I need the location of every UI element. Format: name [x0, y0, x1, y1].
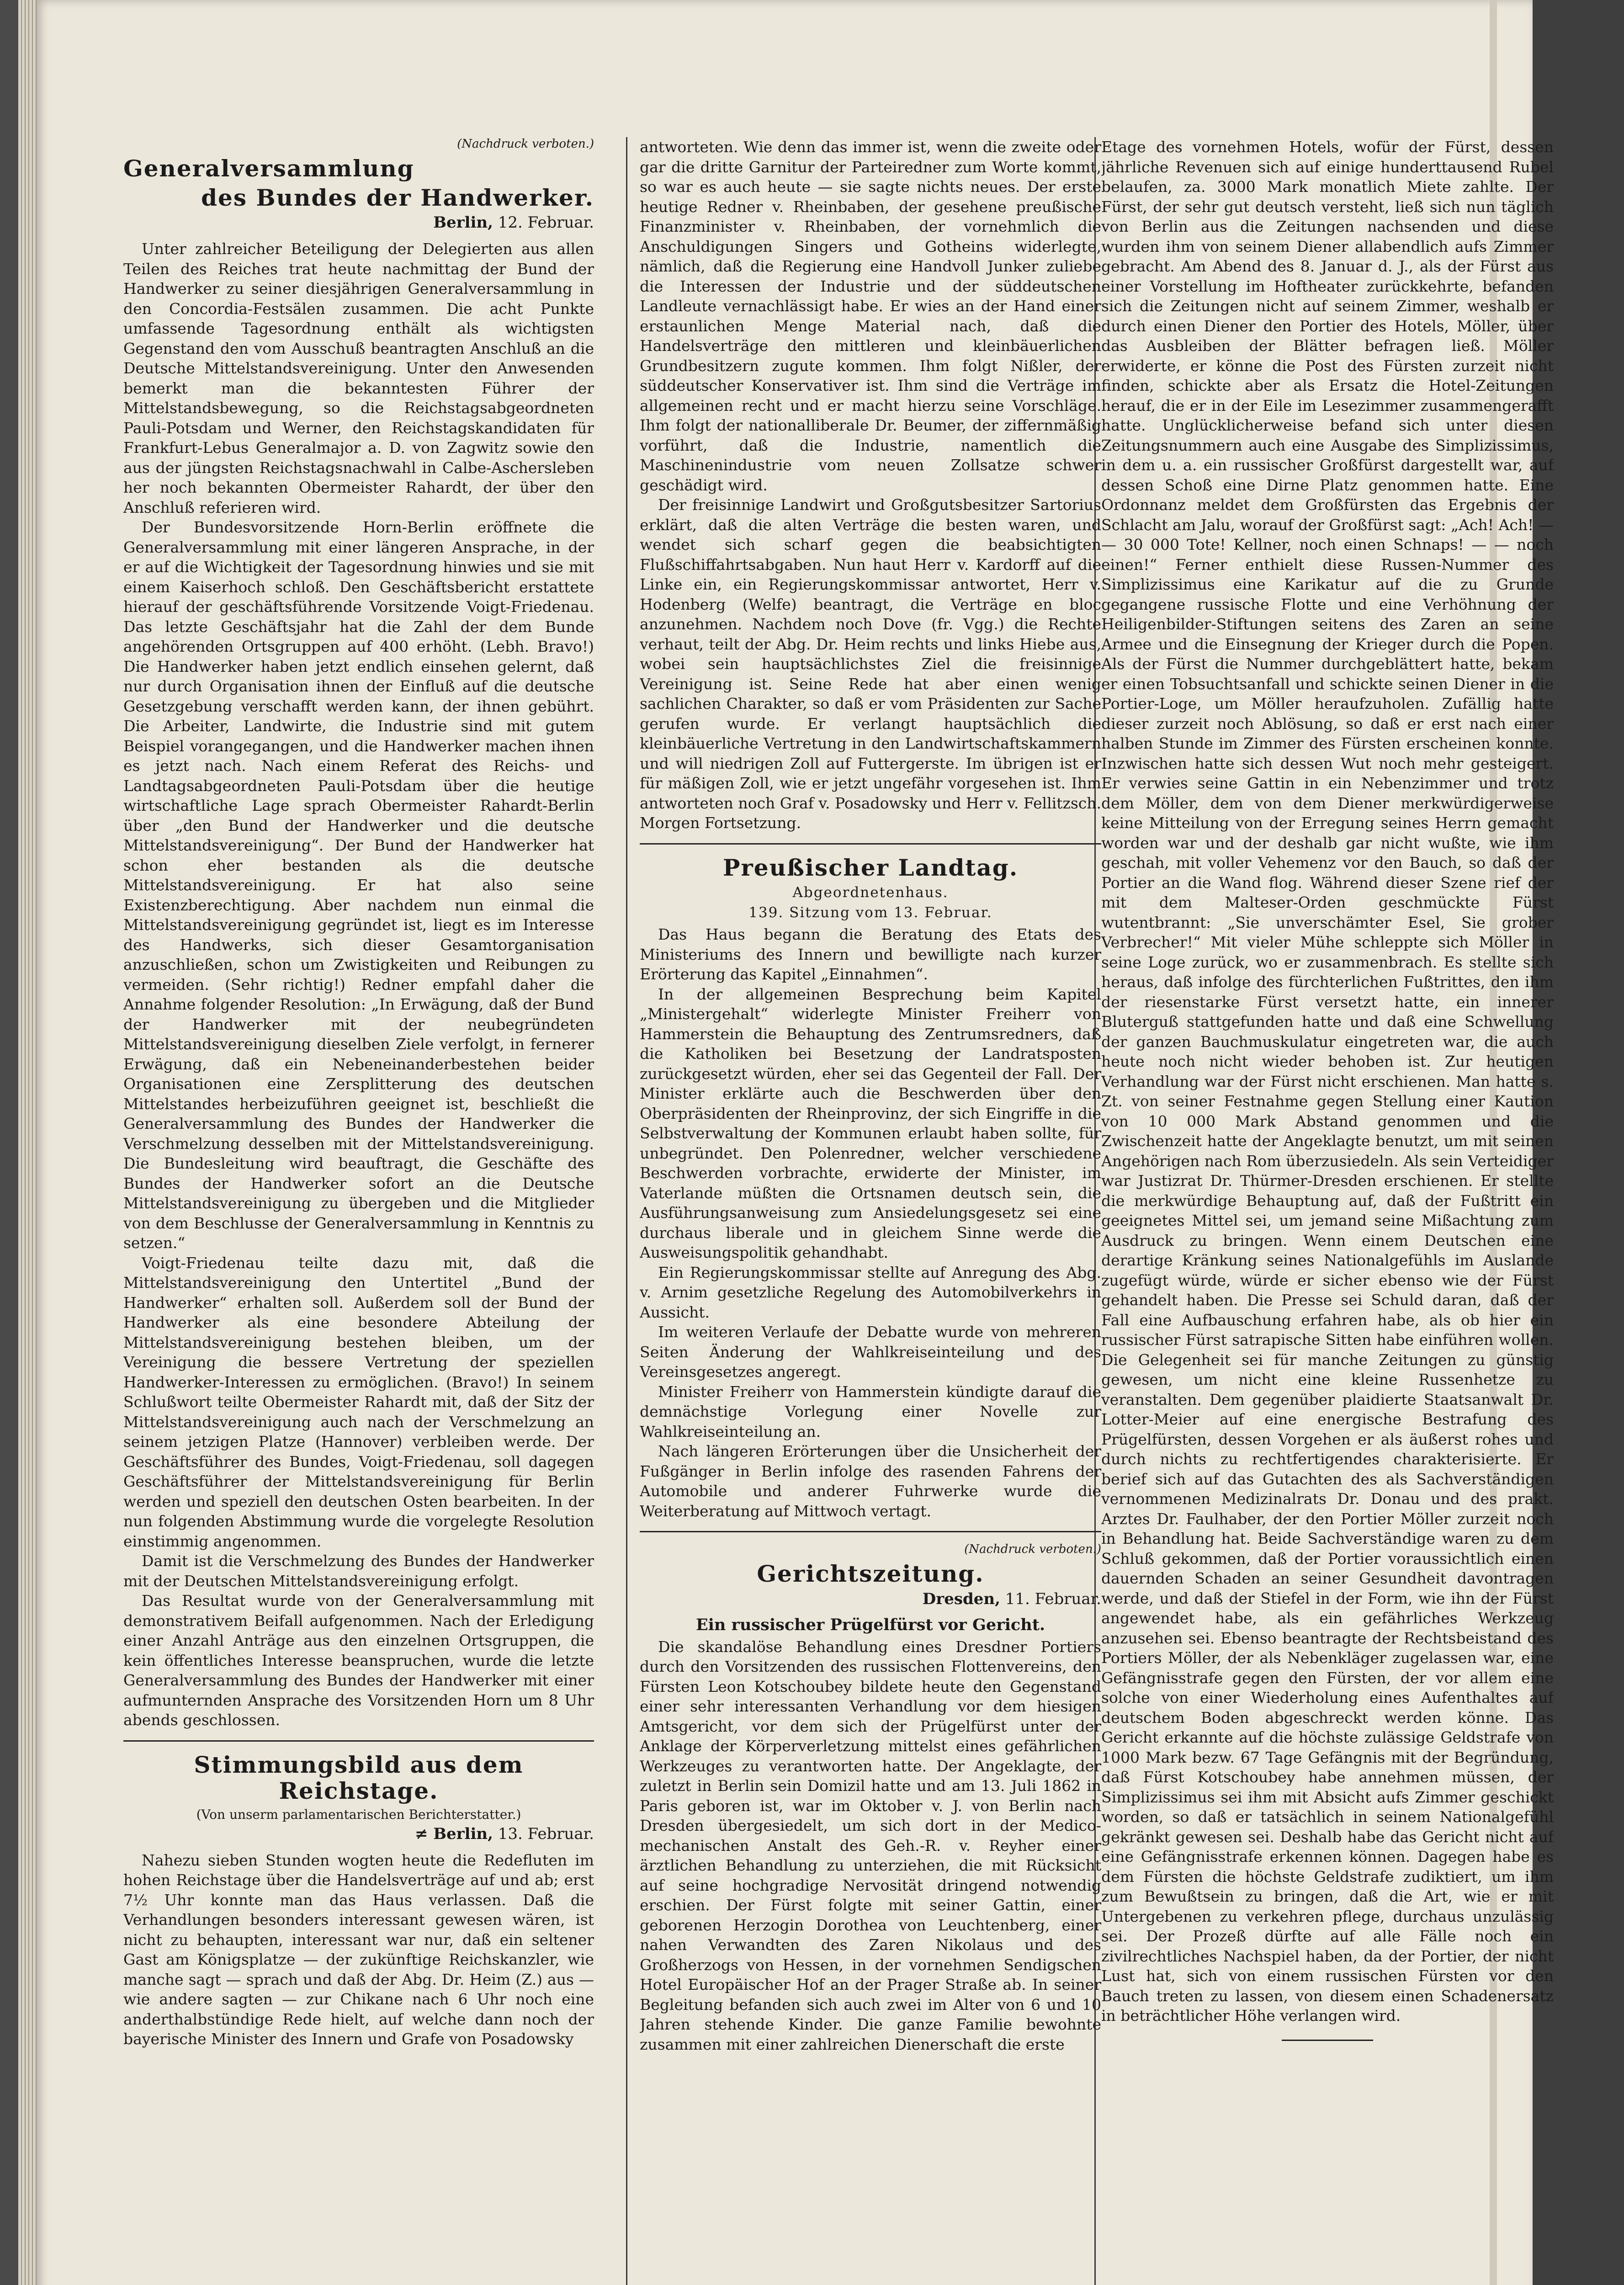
paragraph: Voigt-Friedenau teilte dazu mit, daß die Mittelstandsvereinigung den Untertitel „Bund der Handwerker“ erhalten soll. Außerdem soll der Bund der Handwerker als eine besondere Abteilung der Mittelstandsvereinigung bestehen bleiben, um der Vereinigung die bessere Vertretung der speziellen Handwerker-Interessen zu ermöglichen. (Bravo!) In seinem Schlußwort teilte Obermeister Rahardt mit, daß der Sitz der Mittelstandsvereinigung auch nach der Verschmelzung an seinem jetzigen Platze (Hannover) verbleiben werde. Der Geschäftsführer des Bundes, Voigt-Friedenau, soll dagegen Geschäftsführer der Mittelstandsvereinigung für Berlin werden und speziell den deutschen Osten bearbeiten. In der nun folgenden Abstimmung wurde die vorgelegte Resolution einstimmig angenommen. [123, 1254, 594, 1550]
paragraph: Im weiteren Verlaufe der Debatte wurde von mehreren Seiten Änderung der Wahlkreiseinteilung und des Vereinsgesetzes angeregt. [640, 1323, 1101, 1381]
dateline-date: 12. Februar. [498, 213, 594, 232]
paragraph: Die skandalöse Behandlung eines Dresdner Portiers durch den Vorsitzenden des russischen Flottenvereins, den Fürsten Leon Kotschoubey bildete heute den Gegenstand einer sehr interessanten Verhandlung vor dem hiesigen Amtsgericht, vor dem sich der Prügelfürst unter der Anklage der Körperverletzung mittelst eines gefährlichen Werkzeuges zu verantworten hatte. Der Angeklagte, der zuletzt in Berlin sein Domizil hatte und am 13. Juli 1862 in Paris geboren ist, war im Oktober v. J. von Berlin nach Dresden übergesiedelt, um sich dort in der Medico-mechanischen Anstalt des Geh.-R. v. Reyher einer ärztlichen Behandlung zu unterziehen, die mit Rücksicht auf seine hochgradige Nervosität dringend notwendig erschien. Der Fürst folgte mit seiner Gattin, einer geborenen Herzogin Dorothea von Leuchtenberg, einer nahen Verwandten des Zaren Nikolaus und des Großherzogs von Hessen, in der vornehmen Sendigschen Hotel Europäischer Hof an der Prager Straße ab. In seiner Begleitung befanden sich auch zwei im Alter von 6 und 10 Jahren stehende Kinder. Die ganze Familie bewohnte zusammen mit einer zahlreichen Dienerschaft die erste [640, 1637, 1101, 2053]
dateline [123, 1825, 594, 1843]
paragraph: Der freisinnige Landwirt und Großgutsbesitzer Sartorius erklärt, daß die alten Verträge die besten waren, und wendet sich scharf gegen die beabsichtigten Flußschiffahrtsabgaben. Nun haut Herr v. Kardorff auf die Linke ein, ein Regierungskommissar antwortet, Herr v. Hodenberg (Welfe) beantragt, die Verträge en bloc anzunehmen. Nachdem noch Dove (fr. Vgg.) die Rechte verhaut, teilt der Abg. Dr. Heim rechts und links Hiebe aus, wobei sein hauptsächlichstes Ziel die freisinnige Vereinigung ist. Seine Rede hat aber einen wenig sachlichen Charakter, so daß er vom Präsidenten zur Sache gerufen wurde. Er verlangt hauptsächlich die kleinbäuerliche Vertretung in den Landwirtschaftskammern und will niedrigen Zoll auf Futtergerste. Im übrigen ist er für mäßigen Zoll, wie er jetzt ungefähr vorgesehen ist. Ihm antworteten noch Graf v. Posadowsky und Herr v. Fellitzsch. Morgen Fortsetzung. [640, 496, 1101, 832]
column-1 [123, 137, 594, 2285]
section-rule [640, 1531, 1101, 1532]
article-title-line1: Generalversammlung [123, 155, 414, 182]
page-stack-edge [18, 0, 37, 2285]
section-rule [640, 843, 1101, 845]
dateline-date: 13. Februar. [498, 1824, 594, 1843]
article-title: Gerichtszeitung. [757, 1560, 984, 1587]
paragraph: Nach längeren Erörterungen über die Unsicherheit der Fußgänger in Berlin infolge des rasenden Fahrens der Automobile und anderer Fuhrwerke wurde die Weiterberatung auf Mittwoch vertagt. [640, 1442, 1101, 1520]
paragraph: Der Bundesvorsitzende Horn-Berlin eröffnete die Generalversammlung mit einer längeren Ansprache, in der er auf die Wichtigkeit der Tagesordnung hinwies und sie mit einem Kaiserhoch schloß. Den Geschäftsbericht erstattete hierauf der geschäftsführende Vorsitzende Voigt-Friedenau. Das letzte Geschäftsjahr hat die Zahl der dem Bunde angehörenden Ortsgruppen auf 400 erhöht. (Lebh. Bravo!) Die Handwerker haben jetzt endlich einsehen gelernt, daß nur durch Organisation ihnen der Einfluß auf die deutsche Gesetzgebung verschafft werden kann, der ihnen gebührt. Die Arbeiter, Landwirte, die Industrie sind mit gutem Beispiel vorangegangen, und die Handwerker machen ihnen es jetzt nach. Nach einem Referat des Reichs- und Landtagsabgeordneten Pauli-Potsdam über die heutige wirtschaftliche Lage sprach Obermeister Rahardt-Berlin über „den Bund der Handwerker und die deutsche Mittelstandsvereinigung“. Der Bund der Handwerker hat schon eher bestanden als die deutsche Mittelstandsvereinigung. Er hat also seine Existenzberechtigung. Aber nachdem nun einmal die Mittelstandsvereinigung gegründet ist, liegt es im Interesse des Handwerks, sich dieser Gesamtorganisation anzuschließen, schon um Zwistigkeiten und Reibungen zu vermeiden. (Sehr richtig!) Redner empfahl daher die Annahme folgender Resolution: „In Erwägung, daß der Bund der Handwerker mit der neubegründeten Mittelstandsvereinigung dieselben Ziele verfolgt, in fernerer Erwägung, daß ein Nebeneinanderbestehen beider Organisationen eine Zersplitterung des deutschen Mittelstandes herbeizuführen geeignet ist, beschließt die Generalversammlung des Bundes der Handwerker die Verschmelzung desselben mit der Mittelstandsvereinigung. Die Bundesleitung wird beauftragt, die Geschäfte des Bundes der Handwerker sofort an die Deutsche Mittelstandsvereinigung zu übergeben und die Mitglieder von dem Beschlusse der Generalversammlung in Kenntnis zu setzen.“ [123, 518, 594, 1252]
article-title: Preußischer Landtag. [722, 854, 1019, 881]
paragraph: Das Resultat wurde von der Generalversammlung mit demonstrativem Beifall aufgenommen. Nach der Erledigung einer Anzahl Anträge aus den einzelnen Ortsgruppen, die kein öffentliches Interesse beanspruchen, wurde die letzte Generalversammlung des Bundes der Handwerker mit einer aufmunternden Ansprache des Vorsitzenden Horn um 8 Uhr abends geschlossen. [123, 1592, 594, 1729]
paragraph: Unter zahlreicher Beteiligung der Delegierten aus allen Teilen des Reiches trat heute nachmittag der Bund der Handwerker zu seiner diesjährigen Generalversammlung in den Concordia-Festsälen zusammen. Die acht Punkte umfassende Tagesordnung enthält als wichtigsten Gegenstand den vom Ausschuß beantragten Anschluß an die Deutsche Mittelstandsvereinigung. Unter den Anwesenden bemerkt man die bekanntesten Führer der Mittelstandsbewegung, so die Reichstagsabgeordneten Pauli-Potsdam und Werner, den Reichstagskandidaten für Frankfurt-Lebus Generalmajor a. D. von Zagwitz sowie den aus der jüngsten Reichstagsnachwahl in Calbe-Aschersleben her noch bekannten Obermeister Rahardt, der über den Anschluß referieren wird. [123, 240, 594, 516]
paragraph: Nahezu sieben Stunden wogten heute die Redefluten im hohen Reichstage über die Handelsverträge auf und ab; erst 7½ Uhr konnte man das Haus verlassen. Daß die Verhandlungen besonders interessant gewesen wären, ist nicht zu behaupten, interessant war nur, daß ein seltener Gast am Königsplatze — der zukünftige Reichskanzler, wie manche sagt — sprach und daß der Abg. Dr. Heim (Z.) aus — wie andere sagten — zur Chikane nach 6 Uhr noch eine anderthalbstündige Rede hielt, auf welche dann noch der bayerische Minister des Innern und Grafe von Posadowsky [123, 1851, 594, 2048]
reprint-notice: (Nachdruck verboten.) [457, 137, 594, 151]
article-subtitle: Abgeordnetenhaus. [792, 884, 949, 901]
column-2 [640, 137, 1101, 2285]
dateline [640, 1590, 1101, 1608]
paragraph: Damit ist die Verschmelzung des Bundes der Handwerker mit der Deutschen Mittelstandsvereinigung erfolgt. [123, 1552, 594, 1590]
column-divider-1 [626, 137, 627, 2285]
article-subheading: Ein russischer Prügelfürst vor Gericht. [695, 1615, 1046, 1634]
paragraph: Minister Freiherr von Hammerstein kündigte darauf die demnächstige Vorlegung einer Novelle zur Wahlkreiseinteilung an. [640, 1382, 1101, 1440]
dateline-place: Dresden, [922, 1589, 1000, 1608]
article-title-line2: des Bundes der Handwerker. [201, 184, 594, 211]
paragraph: Das Haus begann die Beratung des Etats des Ministeriums des Innern und bewilligte nach kurzer Erörterung das Kapitel „Einnahmen“. [640, 925, 1101, 983]
article-subtitle: (Von unserm parlamentarischen Berichterstatter.) [196, 1807, 521, 1822]
column-3 [1101, 137, 1554, 2285]
end-rule [1282, 2040, 1373, 2041]
dateline-date: 11. Februar. [1005, 1589, 1101, 1608]
session-line: 139. Sitzung vom 13. Februar. [748, 904, 992, 921]
paragraph: Etage des vornehmen Hotels, wofür der Fürst, dessen jährliche Revenuen sich auf einige hunderttausend Rubel belaufen, za. 3000 Mark monatlich Miete zahlte. Der Fürst, der sehr gut deutsch versteht, ließ sich nun täglich von Berlin aus die Zeitungen nachsenden und diese wurden ihm von seinem Diener allabendlich aufs Zimmer gebracht. Am Abend des 8. Januar d. J., als der Fürst aus einer Vorstellung im Hoftheater zurückkehrte, befanden sich die Zeitungen nicht auf seinem Zimmer, weshalb er durch einen Diener den Portier des Hotels, Möller, über das Ausbleiben der Blätter befragen ließ. Möller erwiderte, er könne die Post des Fürsten zurzeit nicht finden, schickte aber als Ersatz die Hotel-Zeitungen herauf, die er in der Eile im Lesezimmer zusammengerafft hatte. Unglücklicherweise befand sich unter diesen Zeitungsnummern auch eine Ausgabe des Simplizissimus, in dem u. a. ein russischer Großfürst dargestellt war, auf dessen Schoß eine Dirne Platz genommen hatte. Eine Ordonnanz meldet dem Großfürsten das Ergebnis der Schlacht am Jalu, worauf der Großfürst sagt: „Ach! Ach! — — 30 000 Tote! Kellner, noch einen Schnaps! — — noch einen!“ Ferner enthielt diese Russen-Nummer des Simplizissimus eine Karikatur auf die zu Grunde gegangene russische Flotte und eine Verhöhnung der Heiligenbilder-Stiftungen seitens des Zaren an seine Armee und die Einsegnung der Krieger durch die Popen. Als der Fürst die Nummer durchgeblättert hatte, bekam er einen Tobsuchtsanfall und schickte seinen Diener in die Portier-Loge, um Möller heraufzuholen. Zufällig hatte dieser zurzeit noch Ablösung, so daß er erst nach einer halben Stunde im Zimmer des Fürsten erscheinen konnte. Inzwischen hatte sich dessen Wut noch mehr gesteigert. Er verwies seine Gattin in ein Nebenzimmer und trotz dem Möller, dem von dem Diener merkwürdigerweise keine Mitteilung von der Erregung seines Herrn gemacht worden war und der deshalb gar nicht wußte, wie ihm geschah, mit voller Vehemenz vor den Bauch, so daß der Portier an die Wand flog. Während dieser Szene rief der mit dem Malteser-Orden geschmückte Fürst wutentbrannt: „Sie unverschämter Esel, Sie grober Verbrecher!“ Mit vieler Mühe schleppte sich Möller in seine Loge zurück, wo er zusammenbrach. Es stellte sich heraus, daß infolge des fürchterlichen Fußtrittes, den ihm der riesenstarke Fürst versetzt hatte, ein innerer Bluterguß stattgefunden hatte und daß eine Schwellung der ganzen Bauchmuskulatur eingetreten war, die auch heute noch nicht wieder behoben ist. Zur heutigen Verhandlung war der Fürst nicht erschienen. Man hatte s. Zt. von seiner Festnahme gegen Stellung einer Kaution von 10 000 Mark Abstand genommen und die Zwischenzeit hatte der Angeklagte benutzt, um mit seinen Angehörigen nach Rom überzusiedeln. Als sein Verteidiger war Justizrat Dr. Thürmer-Dresden erschienen. Er stellte die merkwürdige Behauptung auf, daß der Fußtritt ein geeignetes Mittel sei, um jemand seine Mißachtung zum Ausdruck zu bringen. Wenn einem Deutschen eine derartige Kränkung seines Nationalgefühls im Auslande zugefügt würde, würde er sicher ebenso wie der Fürst gehandelt haben. Die Presse sei Schuld daran, daß der Fall eine Aufbauschung erfahren habe, als ob hier ein russischer Fürst satrapische Sitten habe einführen wollen. Die Gelegenheit sei für manche Zeitungen zu günstig gewesen, um nicht eine kleine Russenhetze zu veranstalten. Dem gegenüber plaidierte Staatsanwalt Dr. Lotter-Meier auf eine energische Bestrafung des Prügelfürsten, dessen Vorgehen er als äußerst rohes und durch nichts zu rechtfertigendes charakterisierte. Er berief sich auf das Gutachten des als Sachverständigen vernommenen Medizinalrats Dr. Donau und des prakt. Arztes Dr. Faulhaber, der den Portier Möller zurzeit noch in Behandlung hat. Beide Sachverständige waren zu dem Schluß gekommen, daß der Portier voraussichtlich einen dauernden Schaden an seiner Gesundheit davontragen werde, und daß der Stiefel in der Form, wie ihn der Fürst angewendet habe, als ein gefährliches Werkzeug anzusehen sei. Ebenso beantragte der Rechtsbeistand des Portiers Möller, der als Nebenkläger zugelassen war, eine Gefängnisstrafe gegen den Fürsten, der vor allem eine solche von einer Wiederholung eines Aufenthaltes auf deutschem Boden abgeschreckt werden könne. Das Gericht erkannte auf die höchste zulässige Geldstrafe von 1000 Mark bezw. 67 Tage Gefängnis mit der Begründung, daß Fürst Kotschoubey habe annehmen müssen, der Simplizissimus sei ihm mit Absicht aufs Zimmer geschickt worden, so daß er tatsächlich in seinem Nationalgefühl gekränkt gewesen sei. Deshalb habe das Gericht nicht auf eine Gefängnisstrafe erkennen können. Dagegen habe es dem Fürsten die höchste Geldstrafe zudiktiert, um ihm zum Bewußtsein zu bringen, daß die Art, wie er mit Untergebenen zu verkehren pflege, durchaus unzulässig sei. Der Prozeß dürfte auf alle Fälle noch ein zivilrechtliches Nachspiel haben, da der Portier, der nicht Lust hat, sich von einem russischen Fürsten vor den Bauch treten zu lassen, von diesem einen Schadenersatz in beträchtlicher Höhe verlangen wird. [1101, 138, 1554, 2025]
reprint-notice: (Nachdruck verboten.) [964, 1542, 1101, 1556]
dateline-place: ≠ Berlin, [414, 1824, 493, 1843]
paragraph: Ein Regierungskommissar stellte auf Anregung des Abg. v. Arnim gesetzliche Regelung des Automobilverkehrs in Aussicht. [640, 1263, 1101, 1321]
dateline [123, 213, 594, 232]
article-title: Stimmungsbild aus dem Reichstage. [194, 1751, 524, 1804]
paragraph: antworteten. Wie denn das immer ist, wenn die zweite oder gar die dritte Garnitur der Parteiredner zum Worte kommt, so war es auch heute — sie sagte nichts neues. Der erste heutige Redner v. Rheinbaben, der gesehene preußische Finanzminister v. Rheinbaben, der vornehmlich die Anschuldigungen Singers und Gotheins widerlegte, nämlich, daß die Regierung eine Handvoll Junker zuliebe die Interessen der Industrie und der süddeutschen Landleute vernachlässigt habe. Er wies an der Hand einer erstaunlichen Menge Material nach, daß die Handelsverträge den mittleren und kleinbäuerlichen Grundbesitzern zugute kommen. Ihm folgt Nißler, der süddeutscher Konservativer ist. Ihm sind die Verträge im allgemeinen recht und er macht hierzu seine Vorschläge. Ihm folgt der nationalliberale Dr. Beumer, der ziffernmäßig vorführt, daß die Industrie, namentlich die Maschinenindustrie vom neuen Zollsatze schwer geschädigt wird. [640, 138, 1101, 494]
dateline-place: Berlin, [433, 213, 493, 232]
section-rule [123, 1740, 594, 1742]
paragraph: In der allgemeinen Besprechung beim Kapitel „Ministergehalt“ widerlegte Minister Freiherr von Hammerstein die Behauptung des Zentrumsredners, daß die Katholiken bei Besetzung der Landratsposten zurückgesetzt würden, eher sei das Gegenteil der Fall. Der Minister erklärte auch die Beschwerden über den Oberpräsidenten der Rheinprovinz, der sich Eingriffe in die Selbstverwaltung der Kommunen erlaubt haben sollte, für unbegründet. Den Polenredner, welcher verschiedene Beschwerden vorbrachte, erwiderte der Minister, im Vaterlande müßten die Ortsnamen deutsch sein, die Ausführungsanweisung zum Ansiedelungsgesetz sei eine durchaus liberale und in gleichem Sinne werde die Ausweisungspolitik gehandhabt. [640, 985, 1101, 1261]
